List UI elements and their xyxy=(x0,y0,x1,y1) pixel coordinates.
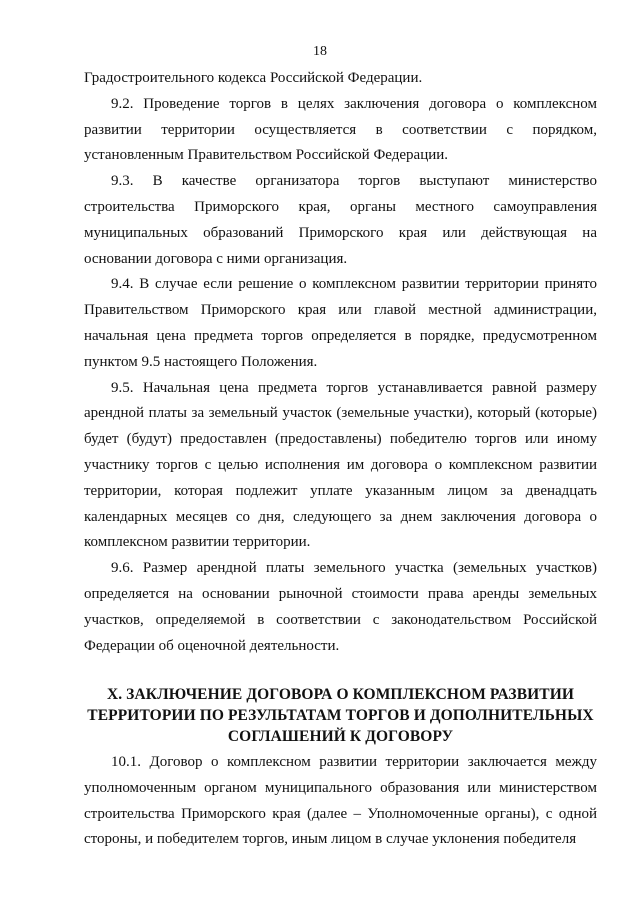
section-body-text xyxy=(84,750,597,853)
paragraph-continuation: Градостроительного кодекса Российской Федерации. xyxy=(84,70,423,86)
paragraph-9-2: 9.2. Проведение торгов в целях заключения договора о комплексном развитии территории осуществляется в соответствии с порядком, установленным Правительством Российской Федерации. xyxy=(84,95,597,164)
body-text xyxy=(84,66,597,659)
paragraph-10-1: 10.1. Договор о комплексном развитии территории заключается между уполномоченным органом муниципального образования или министерством строительства Приморского края (далее – Уполномоченные органы), с одной стороны, и победителем торгов, иным лицом в случае уклонения победителя xyxy=(84,754,597,848)
page-number: 18 xyxy=(313,44,327,59)
paragraph-9-3: 9.3. В качестве организатора торгов выступают министерство строительства Приморского края, органы местного самоуправления муниципальных образований Приморского края или действующая на основании договора с ними организация. xyxy=(84,173,597,267)
paragraph-9-4: 9.4. В случае если решение о комплексном развитии территории принято Правительством Приморского края или главой местной администрации, начальная цена предмета торгов определяется в порядке, предусмотренном пунктом 9.5 настоящего Положения. xyxy=(84,276,597,370)
section-heading: X. ЗАКЛЮЧЕНИЕ ДОГОВОРА О КОМПЛЕКСНОМ РАЗВИТИИ ТЕРРИТОРИИ ПО РЕЗУЛЬТАТАМ ТОРГОВ И ДОПОЛНИТЕЛЬНЫХ СОГЛАШЕНИЙ К ДОГОВОРУ xyxy=(87,686,594,745)
paragraph-9-5: 9.5. Начальная цена предмета торгов устанавливается равной размеру арендной платы за земельный участок (земельные участки), который (которые) будет (будут) предоставлен (предоставлены) победителю торгов или иному участнику торгов с целью исполнения им договора о комплексном развитии территории, которая подлежит уплате указанным лицом за двенадцать календарных месяцев со дня, следующего за днем заключения договора о комплексном развитии территории. xyxy=(84,379,597,551)
paragraph-9-6: 9.6. Размер арендной платы земельного участка (земельных участков) определяется на основании рыночной стоимости права аренды земельных участков, определяемой в соответствии с законодательством Российской Федерации об оценочной деятельности. xyxy=(84,560,597,654)
